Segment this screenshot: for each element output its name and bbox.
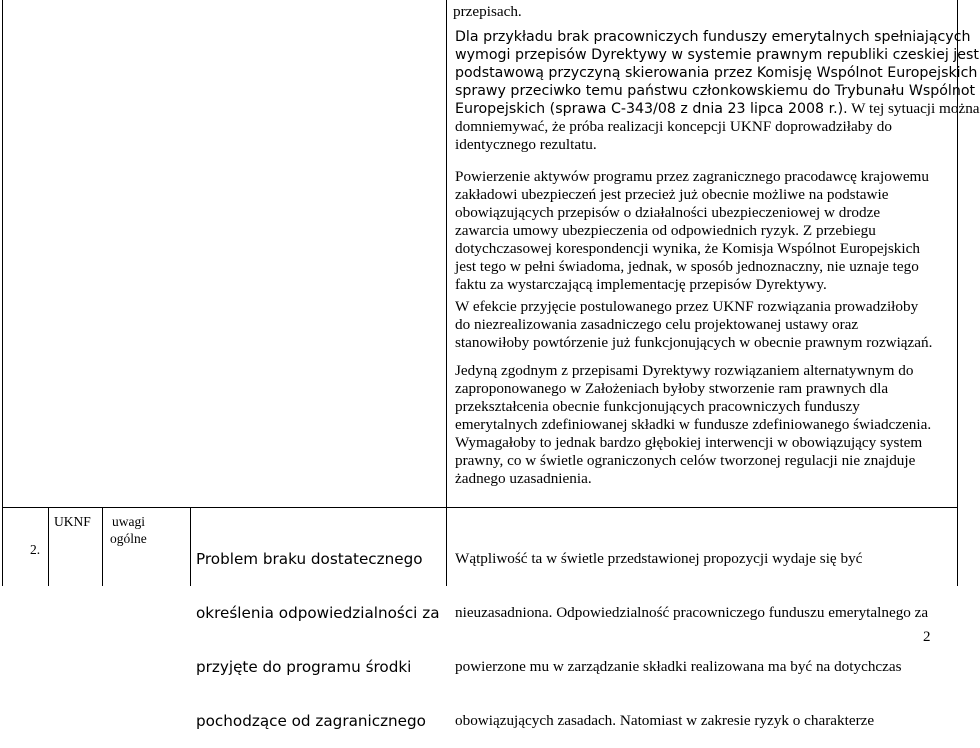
row-remark [196,514,440,748]
text-line: do niezrealizowania zasadniczego celu projektowanej ustawy oraz [455,316,859,333]
text-line: obowiązujących przepisów o działalności ubezpieczeniowej w drodze [455,204,881,221]
remark-line: pochodzące od zagranicznego [196,712,426,730]
text-line: emerytalnych zdefiniowanej składki w fundusze zdefiniowanego świadczenia. [455,416,932,433]
text-line: identycznego rezultatu. [455,136,597,153]
column-divider-2 [102,507,103,586]
remark-line: przyjęte do programu środki [196,658,412,676]
response-line: nieuzasadniona. Odpowiedzialność pracowniczego funduszu emerytalnego za [455,604,929,621]
paragraph-2 [455,168,929,294]
row-response [455,514,928,748]
paragraph-3 [455,298,932,352]
text-line: zawarcia umowy ubezpieczenia od odpowiednich ryzyk. Z przebiegu [455,222,876,239]
page-number: 2 [923,629,931,645]
text-line: zakładowi ubezpieczeń jest przecież już obecnie możliwe na podstawie [455,186,889,203]
text-line: sprawy przeciwko temu państwu członkowskiemu do Trybunału Wspólnot [455,83,976,99]
table-left-border [2,0,3,586]
text-line: Jedyną zgodnym z przepisami Dyrektywy rozwiązaniem alternatywnym do [455,362,914,379]
text-line: stanowiłoby powtórzenie już funkcjonujących w obecnie prawnym rozwiązań. [455,334,933,351]
text-line: Powierzenie aktywów programu przez zagranicznego pracodawcę krajowemu [455,168,929,185]
text-line: przekształcenia obecnie funkcjonujących pracowniczych funduszy [455,398,860,415]
response-line: powierzone mu w zarządzanie składki realizowana ma być na dotychczas [455,658,902,675]
text-line: jest tego w pełni świadoma, jednak, w sposób jednoznaczny, nie uznaje tego [455,258,919,275]
response-line: obowiązujących zasadach. Natomiast w zakresie ryzyk o charakterze [455,712,875,729]
text-line: prawny, co w świetle ograniczonych celów tworzonej regulacji nie znajduje [455,452,916,469]
row-number: 2. [30,542,41,557]
text-line: domniemywać, że próba realizacji koncepcji UKNF doprowadziłaby do [455,118,892,135]
remark-line: Problem braku dostatecznego [196,550,423,568]
text-line: żadnego uzasadnienia. [455,470,592,487]
row-author: UKNF [54,514,91,529]
continued-text-fragment: przepisach. [453,3,522,20]
text-line-serif-part: W tej sytuacji można [847,100,980,117]
text-line: wymogi przepisów Dyrektywy w systemie prawnym republiki czeskiej jest [455,47,979,63]
paragraph-4 [455,362,931,488]
text-line: Wymagałoby to jednak bardzo głębokiej interwencji w obowiązujący system [455,434,923,451]
column-divider-1 [48,507,49,586]
text-line: podstawową przyczyną skierowania przez Komisję Wspólnot Europejskich [455,65,978,81]
response-line: Wątpliwość ta w świetle przedstawionej propozycji wydaje się być [455,550,863,567]
column-divider-4 [446,0,447,586]
text-line: Dla przykładu brak pracowniczych funduszy emerytalnych spełniających [455,29,971,45]
paragraph-1 [455,28,980,154]
row-divider [2,507,958,508]
text-line-mixed [455,100,980,118]
column-divider-3 [190,507,191,586]
row-category-line-1: uwagi [112,514,145,529]
remark-line: określenia odpowiedzialności za [196,604,440,622]
text-line: faktu za wystarczającą implementację przepisów Dyrektywy. [455,276,827,293]
text-line: zaproponowanego w Założeniach byłoby stworzenie ram prawnych dla [455,380,889,397]
text-line: W efekcie przyjęcie postulowanego przez UKNF rozwiązania prowadziłoby [455,298,919,315]
row-category-line-2: ogólne [110,531,147,546]
text-line: dotychczasowej korespondencji wynika, że Komisja Wspólnot Europejskich [455,240,920,257]
text-line-sans-part: Europejskich (sprawa C-343/08 z dnia 23 lipca 2008 r.). [455,101,848,117]
